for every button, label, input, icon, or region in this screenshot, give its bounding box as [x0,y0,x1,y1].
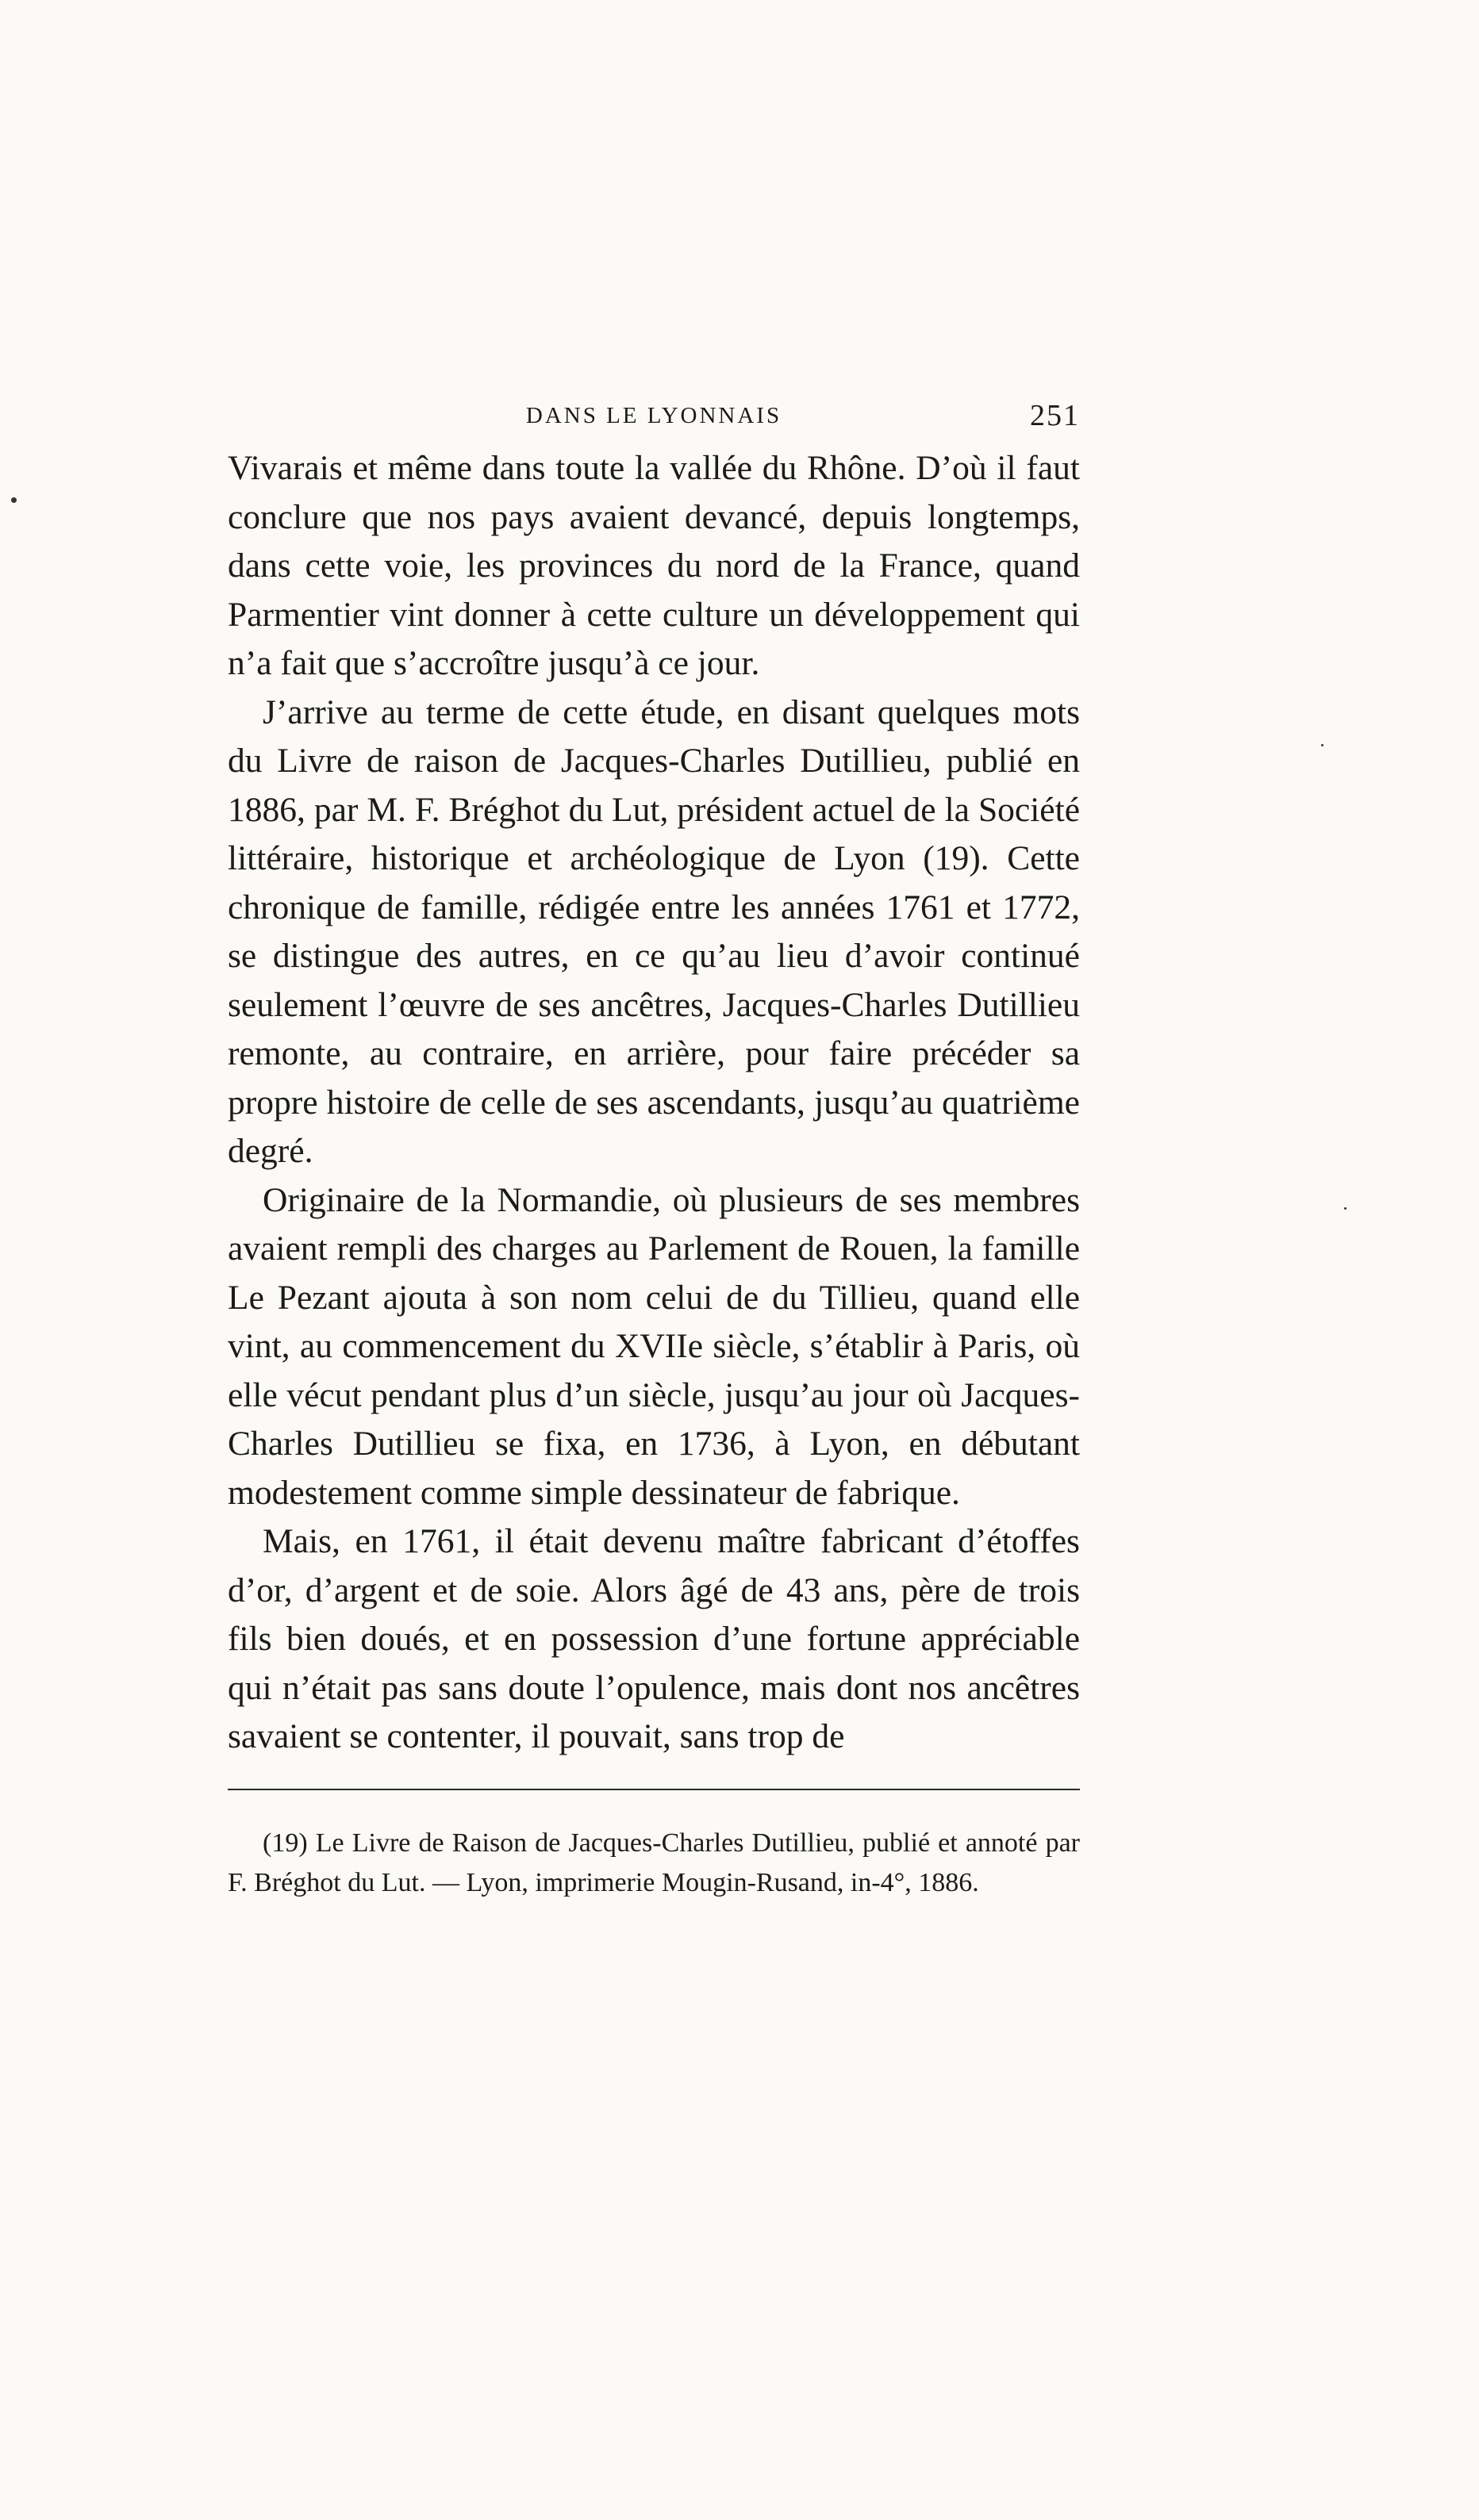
running-title: DANS LE LYONNAIS [525,403,782,428]
book-page [228,389,1080,1903]
margin-speck [11,497,17,503]
paragraph: Vivarais et même dans toute la vallée du Rhône. D’où il faut conclure que nos pays avaient devancé, depuis longtemps, dans cette voie, les provinces du nord de la France, quand Parmentier vint donner à cette culture un développement qui n’a fait que s’accroître jusqu’à ce jour. [228,449,1080,682]
footnote-rule [228,1789,1080,1790]
paragraph: Originaire de la Normandie, où plusieurs de ses membres avaient rempli des charges au Parlement de Rouen, la famille Le Pezant ajouta à son nom celui de du Tillieu, quand elle vint, au commencement du XVIIe siècle, s’établir à Paris, où elle vécut pendant plus d’un siècle, jusqu’au jour où Jacques-Charles Dutillieu se fixa, en 1736, à Lyon, en débutant modestement comme simple dessinateur de fabrique. [228,1180,1080,1512]
running-head [228,389,1080,436]
paragraph: Mais, en 1761, il était devenu maître fabricant d’étoffes d’or, d’argent et de soie. Alors âgé de 43 ans, père de trois fils bien doués, et en possession d’une fortune appréciable qui n’était pas sans doute l’opulence, mais dont nos ancêtres savaient se contenter, il pouvait, sans trop de [228,1522,1080,1755]
footnote: (19) Le Livre de Raison de Jacques-Charles Dutillieu, publié et annoté par F. Bréghot du Lut. — Lyon, imprimerie Mougin-Rusand, in-4°, 1886. [228,1828,1080,1897]
margin-speck [1321,744,1323,746]
page-number: 251 [1030,399,1080,432]
paragraph: J’arrive au terme de cette étude, en disant quelques mots du Livre de raison de Jacques-Charles Dutillieu, publié en 1886, par M. F. Bréghot du Lut, président actuel de la Société littéraire, historique et archéologique de Lyon (19). Cette chronique de famille, rédigée entre les années 1761 et 1772, se distingue des autres, en ce qu’au lieu d’avoir continué seulement l’œuvre de ses ancêtres, Jacques-Charles Dutillieu remonte, au contraire, en arrière, pour faire précéder sa propre histoire de celle de ses ascendants, jusqu’au quatrième degré. [228,692,1080,1170]
body-text [228,444,1080,1762]
margin-speck [1344,1207,1346,1210]
